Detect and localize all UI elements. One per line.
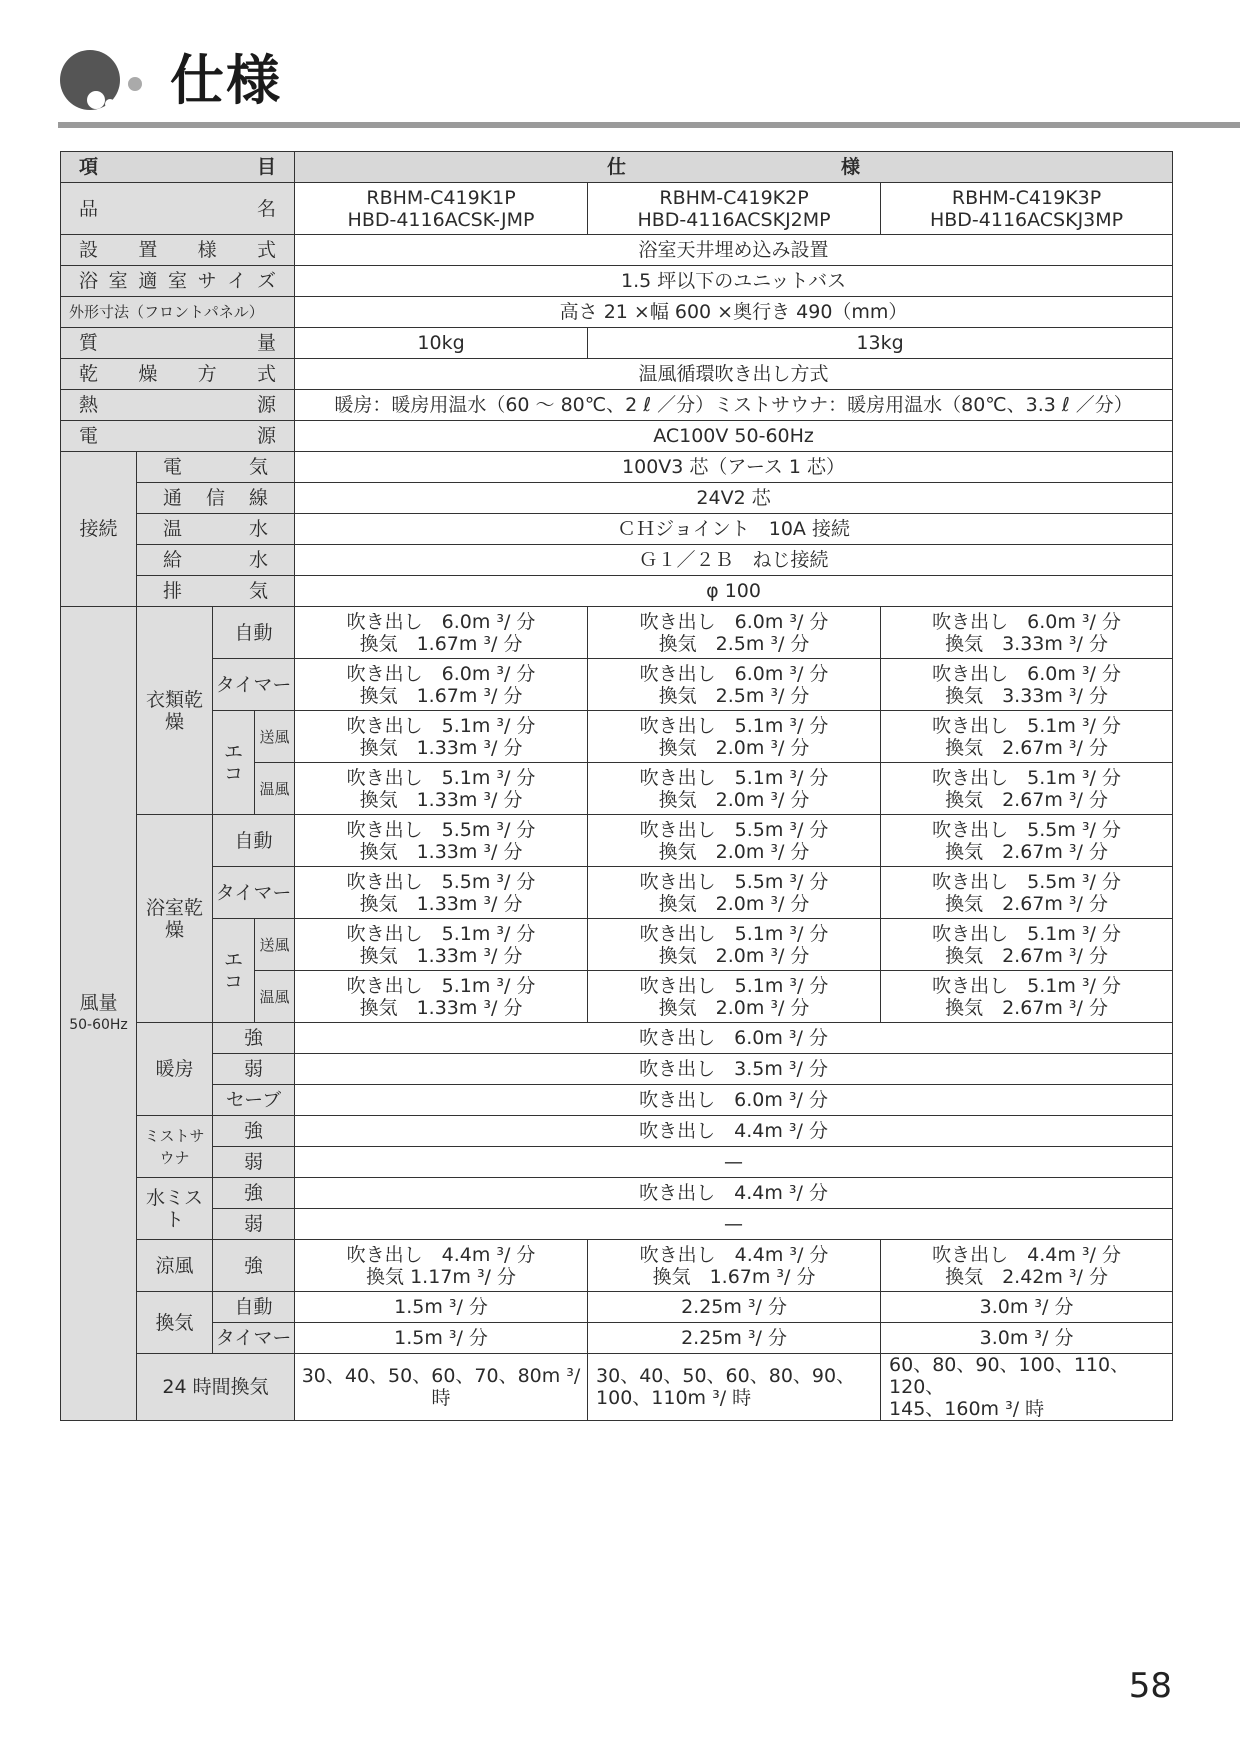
airflow-row: エコ 送風 吹き出し 5.1m ³/ 分 換気 1.33m ³/ 分 吹き出し 5.1m ³/ 分 換気 2.0m ³/ 分 吹き出し 5.1m ³/ 分 換気 2.67m ³/ 分	[61, 711, 1173, 763]
spec-table	[60, 151, 1173, 1421]
connection-row: 接続 電 気 100V3 芯（アース 1 芯）	[61, 452, 1173, 483]
install-row: 設 置 様 式 浴室天井埋め込み設置	[61, 235, 1173, 266]
airflow-group-label: 風量 50-60Hz	[61, 607, 137, 1421]
product-row: 品 名 RBHM-C419K1P HBD-4116ACSK-JMP RBHM-C419K2P HBD-4116ACSKJ2MP RBHM-C419K3P HBD-4116ACSKJ3MP	[61, 183, 1173, 235]
page-number: 58	[1128, 1666, 1172, 1706]
airflow-row: 温風 吹き出し 5.1m ³/ 分 換気 1.33m ³/ 分 吹き出し 5.1m ³/ 分 換気 2.0m ³/ 分 吹き出し 5.1m ³/ 分 換気 2.67m ³/ 分	[61, 971, 1173, 1023]
airflow-row: セーブ 吹き出し 6.0m ³/ 分	[61, 1085, 1173, 1116]
heat-source-row: 熱 源 暖房：暖房用温水（60 ～ 80℃、2 ℓ ／分）ミストサウナ：暖房用温水（80℃、3.3 ℓ ／分）	[61, 390, 1173, 421]
airflow-row: 弱 —	[61, 1147, 1173, 1178]
model-3: RBHM-C419K3P HBD-4116ACSKJ3MP	[881, 183, 1173, 235]
airflow-row: 弱 吹き出し 3.5m ³/ 分	[61, 1054, 1173, 1085]
airflow-row: エコ 送風 吹き出し 5.1m ³/ 分 換気 1.33m ³/ 分 吹き出し 5.1m ³/ 分 換気 2.0m ³/ 分 吹き出し 5.1m ³/ 分 換気 2.67m ³/ 分	[61, 919, 1173, 971]
airflow-row: 弱 —	[61, 1209, 1173, 1240]
header-row: 項 目 仕 様	[61, 152, 1173, 183]
connection-row: 排 気 φ 100	[61, 576, 1173, 607]
airflow-row: 24 時間換気 30、40、50、60、70、80m ³/ 時 30、40、50、60、80、90、 100、110m ³/ 時 60、80、90、100、110、120、 145、160m ³/ 時	[61, 1354, 1173, 1421]
airflow-row: ミストサウナ 強 吹き出し 4.4m ³/ 分	[61, 1116, 1173, 1147]
bath-size-row: 浴 室 適 室 サ イ ズ 1.5 坪以下のユニットバス	[61, 266, 1173, 297]
connection-group-label: 接続	[61, 452, 137, 607]
model-1: RBHM-C419K1P HBD-4116ACSK-JMP	[295, 183, 588, 235]
dimensions-row: 外形寸法（フロントパネル） 高さ 21 ×幅 600 ×奥行き 490（mm）	[61, 297, 1173, 328]
page-header	[58, 38, 1240, 128]
dry-method-row: 乾 燥 方 式 温風循環吹き出し方式	[61, 359, 1173, 390]
airflow-row: 浴室乾燥 自動 吹き出し 5.5m ³/ 分 換気 1.33m ³/ 分 吹き出し 5.5m ³/ 分 換気 2.0m ³/ 分 吹き出し 5.5m ³/ 分 換気 2.67m ³/ 分	[61, 815, 1173, 867]
connection-row: 通 信 線 24V2 芯	[61, 483, 1173, 514]
title-rule	[58, 122, 1240, 128]
airflow-row: タイマー 吹き出し 6.0m ³/ 分 換気 1.67m ³/ 分 吹き出し 6.0m ³/ 分 換気 2.5m ³/ 分 吹き出し 6.0m ³/ 分 換気 3.33m ³/ 分	[61, 659, 1173, 711]
connection-row: 給 水 Ｇ１／２Ｂ ねじ接続	[61, 545, 1173, 576]
airflow-row: 換気 自動 1.5m ³/ 分 2.25m ³/ 分 3.0m ³/ 分	[61, 1292, 1173, 1323]
airflow-row: 水ミスト 強 吹き出し 4.4m ³/ 分	[61, 1178, 1173, 1209]
model-2: RBHM-C419K2P HBD-4116ACSKJ2MP	[588, 183, 881, 235]
weight-row: 質 量 10kg 13kg	[61, 328, 1173, 359]
airflow-row: 温風 吹き出し 5.1m ³/ 分 換気 1.33m ³/ 分 吹き出し 5.1m ³/ 分 換気 2.0m ³/ 分 吹き出し 5.1m ³/ 分 換気 2.67m ³/ 分	[61, 763, 1173, 815]
airflow-row: 涼風 強 吹き出し 4.4m ³/ 分 換気 1.17m ³/ 分 吹き出し 4.4m ³/ 分 換気 1.67m ³/ 分 吹き出し 4.4m ³/ 分 換気 2.42m ³/ 分	[61, 1240, 1173, 1292]
power-row: 電 源 AC100V 50-60Hz	[61, 421, 1173, 452]
airflow-row: タイマー 吹き出し 5.5m ³/ 分 換気 1.33m ³/ 分 吹き出し 5.5m ³/ 分 換気 2.0m ³/ 分 吹き出し 5.5m ³/ 分 換気 2.67m ³/ 分	[61, 867, 1173, 919]
page-title: 仕様	[170, 49, 282, 112]
airflow-row: 風量 50-60Hz 衣類乾燥 自動 吹き出し 6.0m ³/ 分 換気 1.67m ³/ 分 吹き出し 6.0m ³/ 分 換気 2.5m ³/ 分 吹き出し 6.0m ³/ 分 換気 3.33m ³/ 分	[61, 607, 1173, 659]
airflow-row: タイマー 1.5m ³/ 分 2.25m ³/ 分 3.0m ³/ 分	[61, 1323, 1173, 1354]
connection-row: 温 水 ＣＨジョイント 10A 接続	[61, 514, 1173, 545]
section-bullet-icon	[58, 42, 154, 122]
airflow-row: 暖房 強 吹き出し 6.0m ³/ 分	[61, 1023, 1173, 1054]
